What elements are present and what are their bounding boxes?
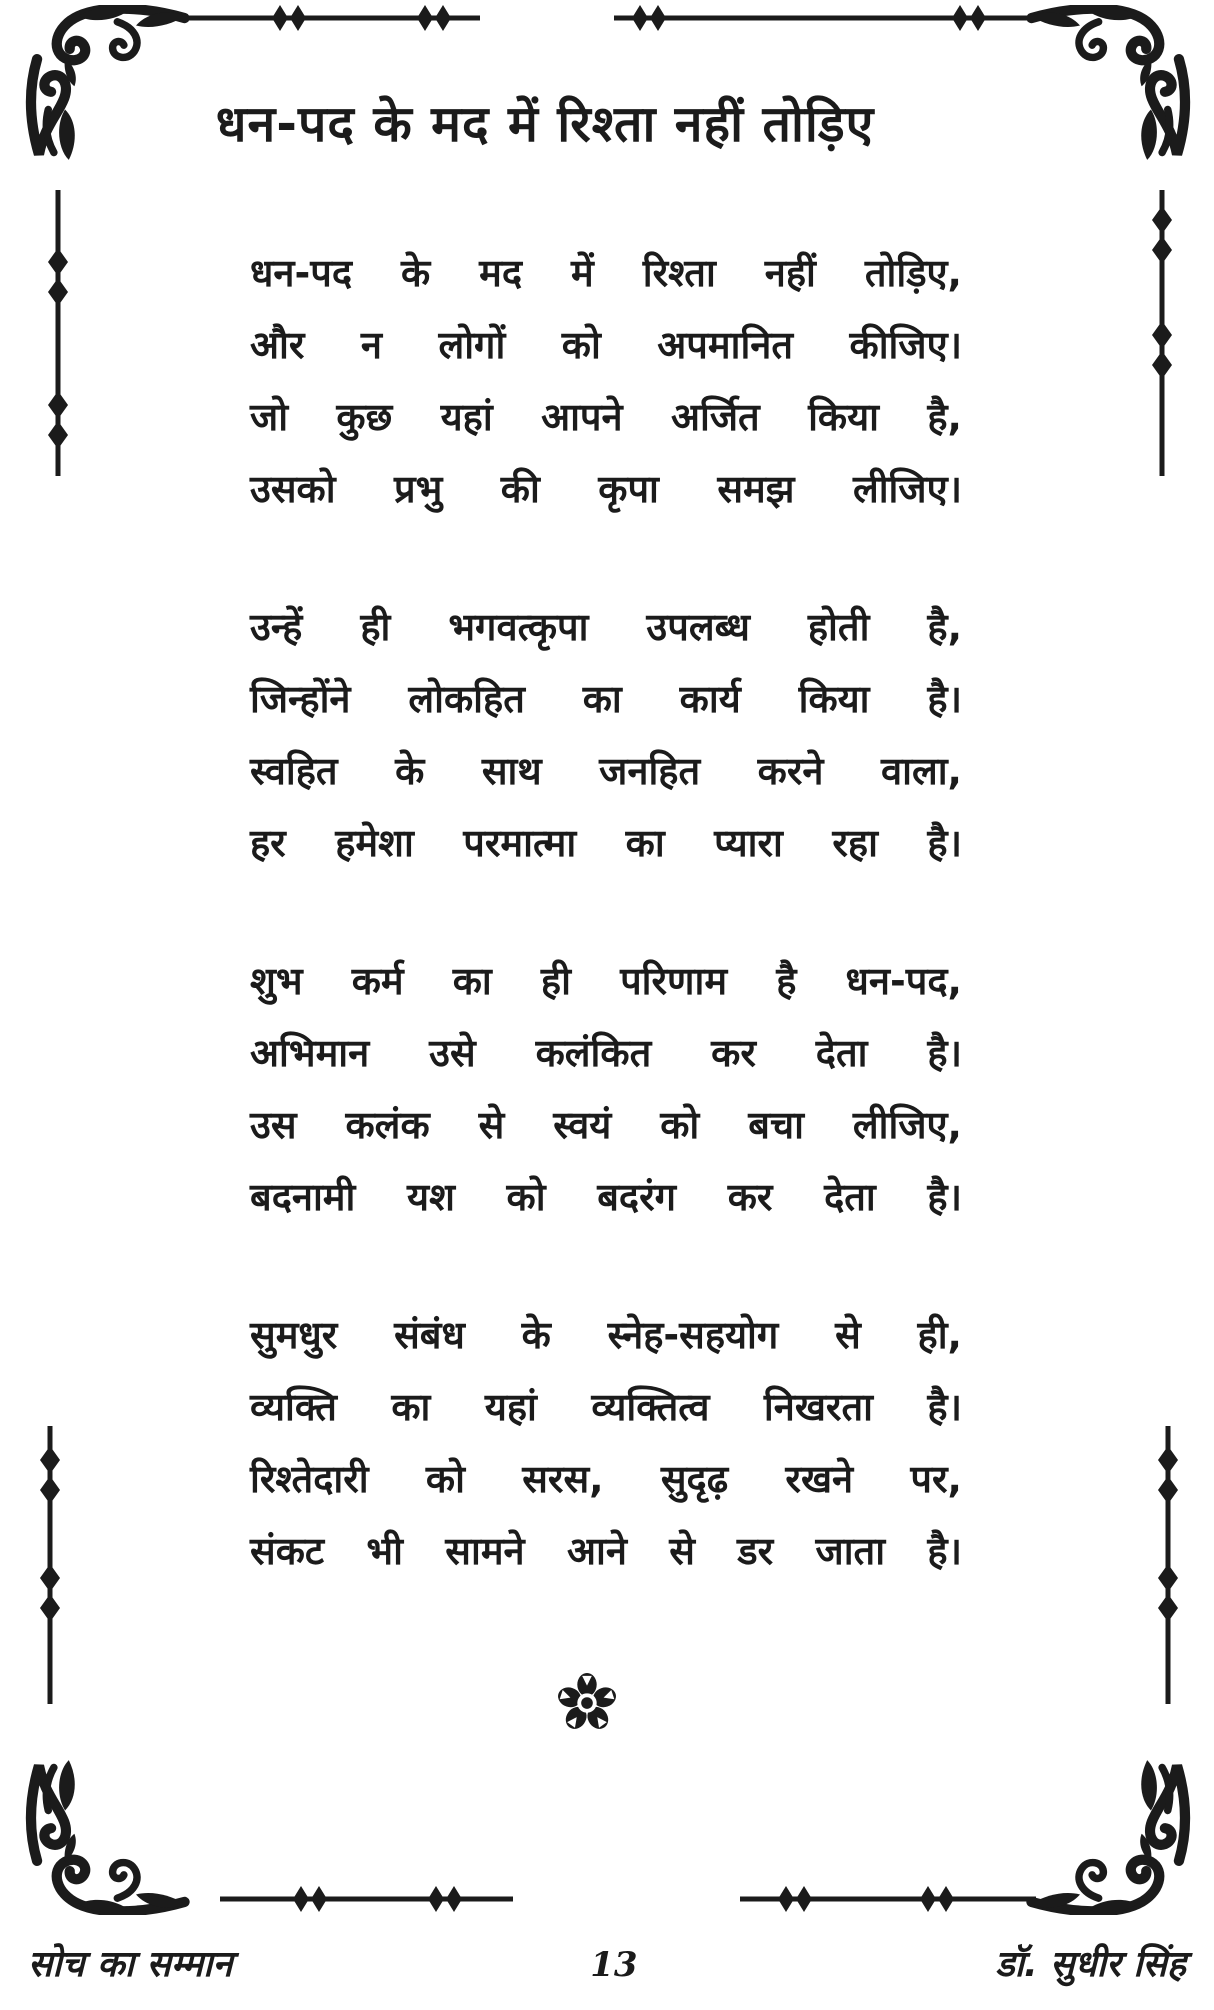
stanza bbox=[250, 1299, 962, 1587]
poem bbox=[250, 237, 962, 1653]
stanza bbox=[250, 237, 962, 525]
poem-line: जो कुछ यहां आपने अर्जित किया है, bbox=[250, 395, 962, 439]
poem-line: और न लोगों को अपमानित कीजिए। bbox=[250, 323, 962, 367]
poem-line: जिन्होंने लोकहित का कार्य किया है। bbox=[250, 677, 962, 721]
diamond-rule-icon bbox=[612, 2, 1040, 34]
diamond-rule-icon bbox=[218, 1883, 515, 1915]
poem-line: स्वहित के साथ जनहित करने वाला, bbox=[250, 749, 962, 793]
poem-line: उसको प्रभु की कृपा समझ लीजिए। bbox=[250, 467, 962, 511]
diamond-rule-icon bbox=[34, 1424, 66, 1706]
poem-line: व्यक्ति का यहां व्यक्तित्व निखरता है। bbox=[250, 1385, 962, 1429]
diamond-rule-icon bbox=[1146, 186, 1178, 480]
poem-line: उन्हें ही भगवत्कृपा उपलब्ध होती है, bbox=[250, 605, 962, 649]
poem-line: शुभ कर्म का ही परिणाम है धन-पद, bbox=[250, 959, 962, 1003]
poem-line: धन-पद के मद में रिश्ता नहीं तोड़िए, bbox=[250, 251, 962, 295]
book-title: सोच का सम्मान bbox=[28, 1944, 233, 1985]
corner-flourish-icon bbox=[1024, 0, 1192, 178]
diamond-rule-icon bbox=[738, 1883, 1038, 1915]
poem-line: उस कलंक से स्वयं को बचा लीजिए, bbox=[250, 1103, 962, 1147]
corner-flourish-icon bbox=[1024, 1742, 1192, 1920]
author-name: डॉ. सुधीर सिंह bbox=[995, 1944, 1186, 1985]
poem-line: संकट भी सामने आने से डर जाता है। bbox=[250, 1529, 962, 1573]
stanza bbox=[250, 591, 962, 879]
stanza bbox=[250, 945, 962, 1233]
diamond-rule-icon bbox=[172, 2, 482, 34]
page-title: धन-पद के मद में रिश्ता नहीं तोड़िए bbox=[215, 95, 875, 153]
diamond-rule-icon bbox=[42, 186, 74, 480]
poem-line: सुमधुर संबंध के स्नेह-सहयोग से ही, bbox=[250, 1313, 962, 1357]
diamond-rule-icon bbox=[1152, 1424, 1184, 1706]
page-footer bbox=[28, 1938, 1186, 1987]
poem-line: अभिमान उसे कलंकित कर देता है। bbox=[250, 1031, 962, 1075]
page-number: 13 bbox=[590, 1945, 638, 1985]
flower-icon bbox=[556, 1672, 618, 1734]
corner-flourish-icon bbox=[24, 1742, 192, 1920]
poem-line: हर हमेशा परमात्मा का प्यारा रहा है। bbox=[250, 821, 962, 865]
poem-line: बदनामी यश को बदरंग कर देता है। bbox=[250, 1175, 962, 1219]
poem-line: रिश्तेदारी को सरस, सुदृढ़ रखने पर, bbox=[250, 1457, 962, 1501]
